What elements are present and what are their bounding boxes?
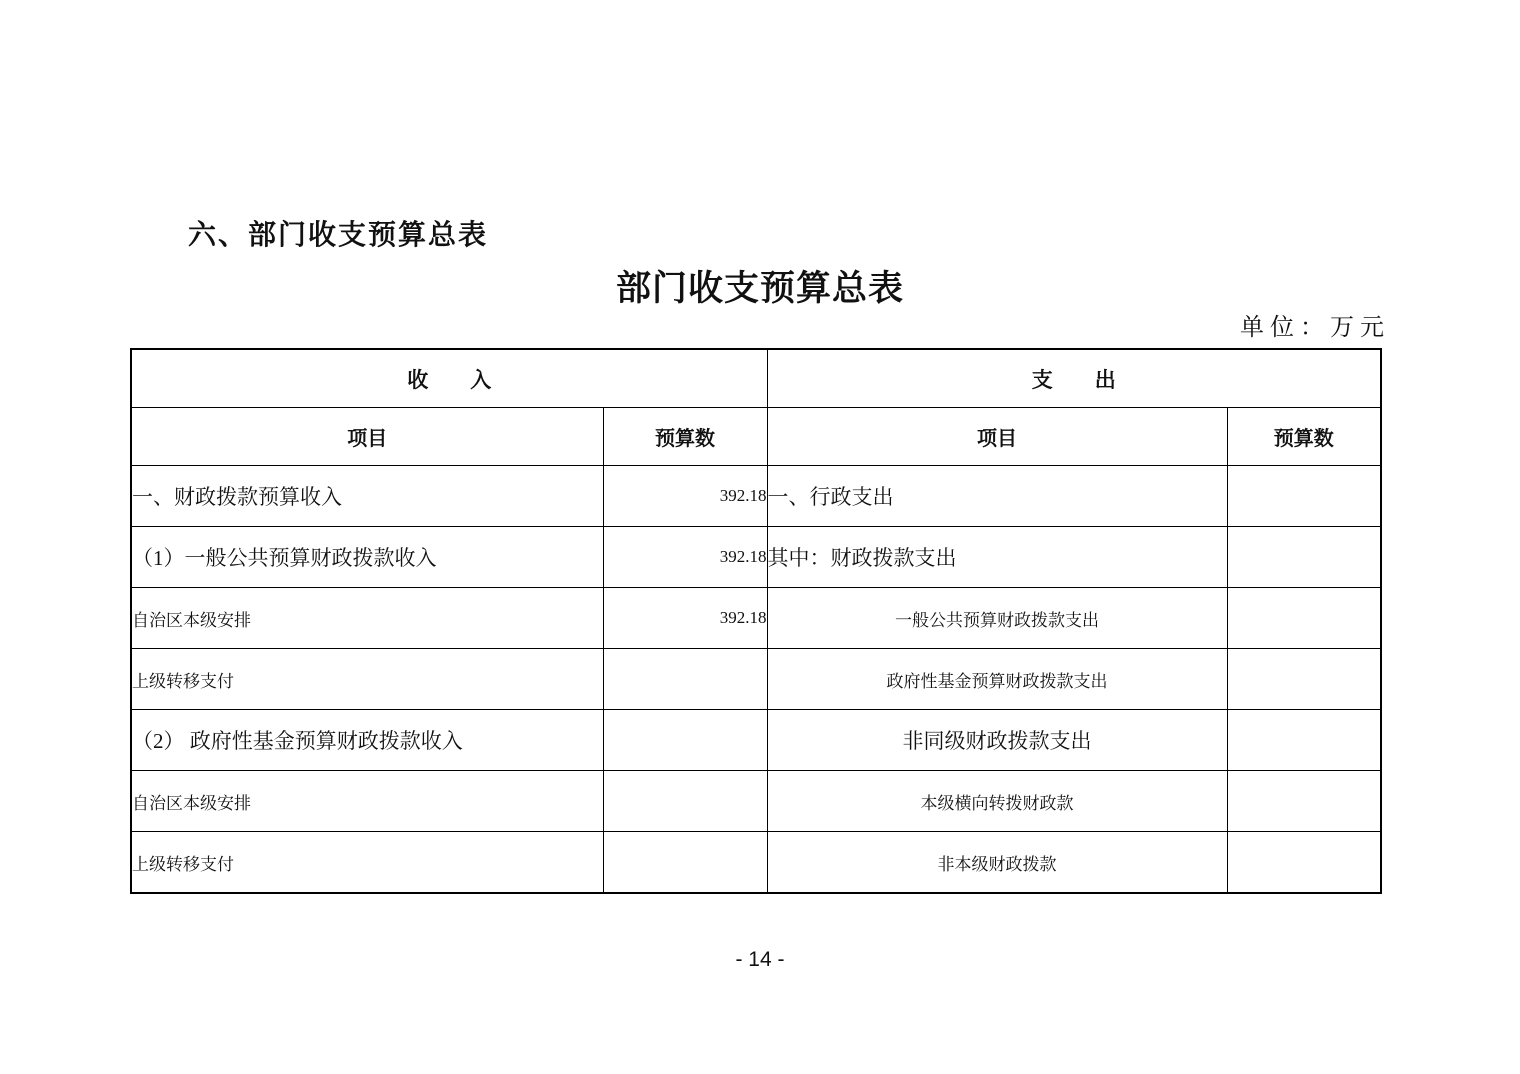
table-row: [131, 588, 1381, 649]
expense-budget-cell: [1227, 832, 1381, 894]
expense-item-cell: 其中：财政拨款支出: [767, 527, 1227, 588]
expense-budget-cell: [1227, 771, 1381, 832]
section-heading: 六、部门收支预算总表: [188, 219, 489, 250]
table-row: [131, 771, 1381, 832]
table-title: 部门收支预算总表: [615, 269, 904, 308]
income-budget-cell: 392.18: [603, 466, 767, 527]
expense-item-cell: 非同级财政拨款支出: [767, 710, 1227, 771]
income-item-cell: 上级转移支付: [131, 832, 603, 894]
income-item-cell: （2） 政府性基金预算财政拨款收入: [131, 710, 603, 771]
income-item-cell: （1）一般公共预算财政拨款收入: [131, 527, 603, 588]
expense-budget-header: 预算数: [1227, 408, 1381, 466]
column-header-row: [131, 408, 1381, 466]
expense-item-cell: 本级横向转拨财政款: [767, 771, 1227, 832]
income-budget-cell: [603, 832, 767, 894]
income-group-header: 收 入: [131, 349, 767, 408]
table-row: [131, 649, 1381, 710]
income-budget-cell: [603, 771, 767, 832]
income-item-cell: 上级转移支付: [131, 649, 603, 710]
income-budget-cell: [603, 649, 767, 710]
budget-table: [130, 348, 1382, 894]
income-budget-header: 预算数: [603, 408, 767, 466]
income-item-cell: 自治区本级安排: [131, 771, 603, 832]
expenditure-group-header: 支 出: [767, 349, 1381, 408]
page-number: - 14 -: [735, 948, 785, 971]
expense-item-cell: 一、行政支出: [767, 466, 1227, 527]
expense-budget-cell: [1227, 588, 1381, 649]
expense-item-header: 项目: [767, 408, 1227, 466]
expense-budget-cell: [1227, 466, 1381, 527]
expense-item-cell: 政府性基金预算财政拨款支出: [767, 649, 1227, 710]
expense-budget-cell: [1227, 649, 1381, 710]
income-item-header: 项目: [131, 408, 603, 466]
income-budget-cell: [603, 710, 767, 771]
income-item-cell: 自治区本级安排: [131, 588, 603, 649]
income-budget-cell: 392.18: [603, 588, 767, 649]
income-budget-cell: 392.18: [603, 527, 767, 588]
table-row: [131, 466, 1381, 527]
expense-budget-cell: [1227, 527, 1381, 588]
expense-item-cell: 非本级财政拨款: [767, 832, 1227, 894]
income-item-cell: 一、财政拨款预算收入: [131, 466, 603, 527]
table-row: [131, 710, 1381, 771]
table-row: [131, 527, 1381, 588]
unit-label: 单位：万元: [1240, 315, 1390, 341]
table-row: [131, 832, 1381, 894]
expense-item-cell: 一般公共预算财政拨款支出: [767, 588, 1227, 649]
group-header-row: [131, 349, 1381, 408]
expense-budget-cell: [1227, 710, 1381, 771]
